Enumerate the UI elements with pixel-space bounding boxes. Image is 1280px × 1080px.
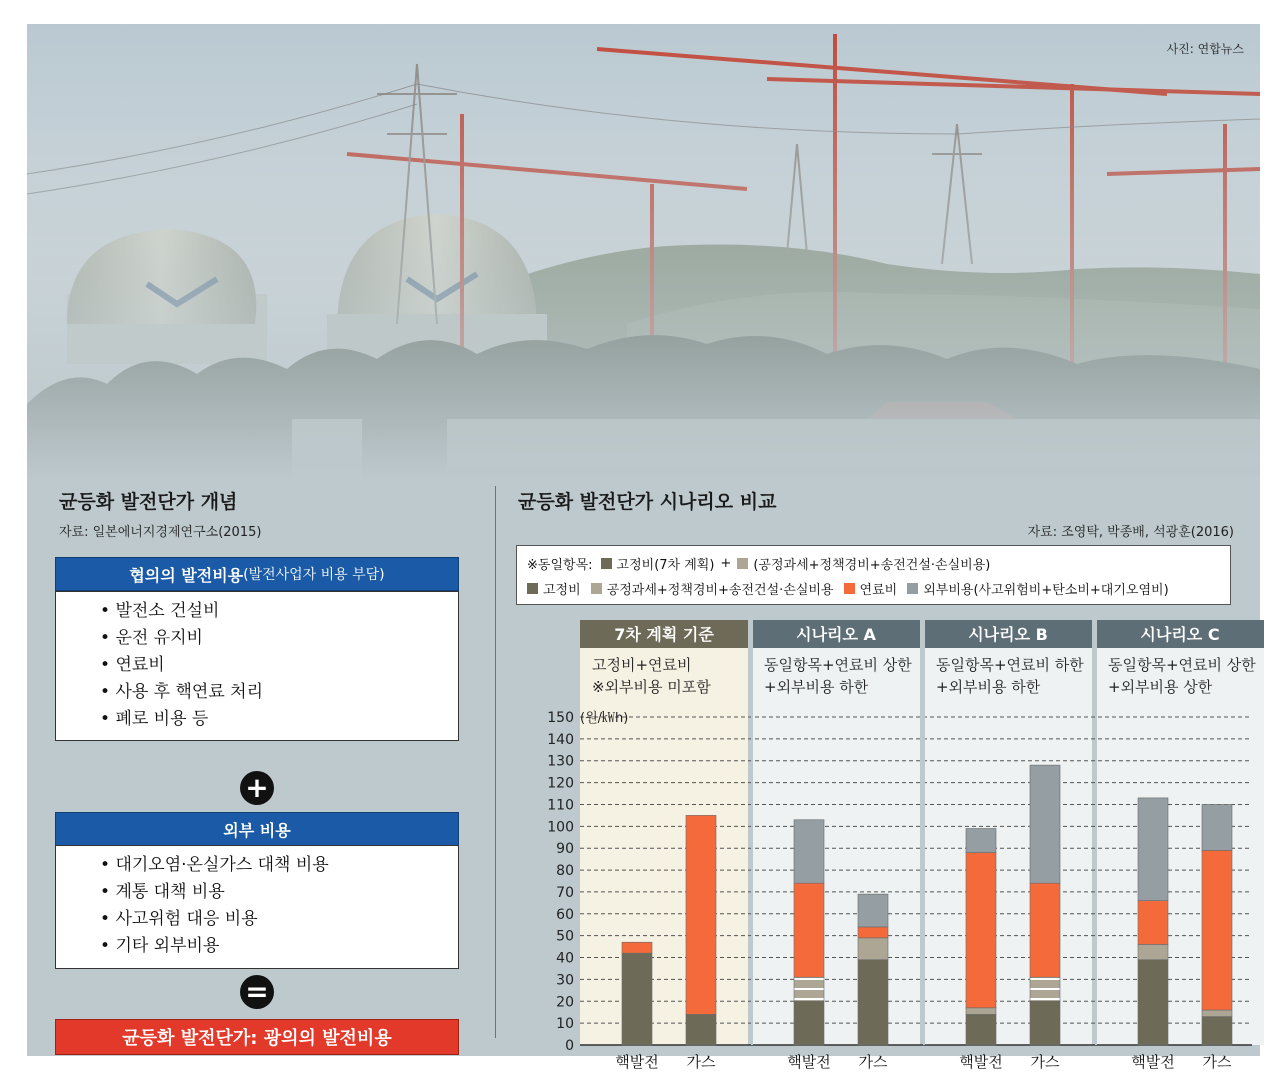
bar-segment-tax <box>858 938 888 960</box>
group-panel <box>752 648 920 1045</box>
y-tick-label: 100 <box>547 819 574 836</box>
y-tick-label: 80 <box>556 863 574 880</box>
external-cost-list <box>55 845 459 969</box>
legend-note-prefix: ※동일항목: <box>527 558 593 573</box>
scenario-source: 자료: 조영탁, 박종배, 석광훈(2016) <box>1027 525 1234 540</box>
bar-segment-fuel <box>794 883 824 977</box>
y-tick-label: 30 <box>556 972 574 989</box>
y-tick-label: 130 <box>547 753 574 770</box>
x-category-label: 핵발전 <box>1131 1053 1175 1071</box>
list-item: • 폐로 비용 등 <box>100 706 458 733</box>
bar-segment-fixed <box>1138 960 1168 1045</box>
legend-item-tax <box>591 579 834 598</box>
y-tick-label: 0 <box>565 1038 574 1054</box>
plus-icon: + <box>240 771 274 805</box>
legend-label: 외부비용(사고위험비+탄소비+대기오염비) <box>923 583 1169 598</box>
concept-title: 균등화 발전단가 개념 <box>59 491 238 513</box>
list-item: • 계통 대책 비용 <box>100 879 458 906</box>
group-description: 동일항목+연료비 상한 <box>764 656 912 674</box>
x-category-label: 가스 <box>686 1053 716 1071</box>
bar-segment-fixed <box>966 1014 996 1045</box>
legend-swatch-tax <box>737 558 748 569</box>
bar-segment-fuel <box>1202 850 1232 1010</box>
y-tick-label: 140 <box>547 731 574 748</box>
legend-item-fuel <box>844 579 898 598</box>
narrow-cost-list <box>55 591 459 741</box>
group-description: +외부비용 상한 <box>1108 678 1213 696</box>
y-tick-label: 150 <box>547 710 574 726</box>
bar-segment-external <box>966 829 996 853</box>
legend-note-fixed: 고정비(7차 계획) <box>616 558 715 573</box>
bar-segment-external <box>1138 798 1168 901</box>
legend-note-row <box>527 554 990 573</box>
legend-note-tax: (공정과세+정책경비+송전건설·손실비용) <box>753 558 991 573</box>
group-title: 시나리오 A <box>796 625 876 644</box>
bar-segment-fuel <box>858 927 888 938</box>
y-tick-label: 20 <box>556 994 574 1011</box>
y-tick-label: 10 <box>556 1016 574 1033</box>
bar-segment-fuel <box>622 942 652 953</box>
group-title: 시나리오 B <box>968 625 1048 644</box>
chart-legend <box>516 545 1231 605</box>
narrow-cost-title: 협의의 발전비용 <box>129 565 244 585</box>
narrow-cost-subtitle: (발전사업자 비용 부담) <box>243 567 385 583</box>
group-description: +외부비용 하한 <box>936 678 1041 696</box>
list-item: • 기타 외부비용 <box>100 933 458 960</box>
group-panel <box>924 648 1092 1045</box>
x-category-label: 핵발전 <box>959 1053 1003 1071</box>
bar-segment-external <box>794 820 824 883</box>
bar-segment-tax <box>1030 977 1060 1001</box>
y-tick-label: 50 <box>556 928 574 945</box>
bar-segment-fixed <box>686 1014 716 1045</box>
y-tick-label: 40 <box>556 950 574 967</box>
equals-icon: = <box>240 975 274 1009</box>
list-item: • 사고위험 대응 비용 <box>100 906 458 933</box>
power-plant-photo <box>27 24 1260 479</box>
list-item: • 운전 유지비 <box>100 625 458 652</box>
y-tick-label: 70 <box>556 884 574 901</box>
concept-source: 자료: 일본에너지경제연구소(2015) <box>59 525 262 540</box>
list-item: • 발전소 건설비 <box>100 598 458 625</box>
legend-swatch-fixed <box>601 558 612 569</box>
bar-segment-tax <box>1202 1010 1232 1017</box>
legend-swatch <box>907 583 918 594</box>
x-category-label: 가스 <box>858 1053 888 1071</box>
bar-segment-fixed <box>622 953 652 1045</box>
legend-items-row <box>527 579 1179 598</box>
scenario-title: 균등화 발전단가 시나리오 비교 <box>518 491 777 513</box>
group-description: 고정비+연료비 <box>592 656 692 674</box>
legend-swatch <box>844 583 855 594</box>
photo-illustration <box>27 24 1260 479</box>
legend-note-plus: + <box>720 556 732 571</box>
y-tick-label: 60 <box>556 906 574 923</box>
bar-segment-external <box>1202 804 1232 850</box>
y-unit-label: (원/㎾h) <box>580 711 629 726</box>
bar-segment-fuel <box>1138 901 1168 945</box>
legend-item-fixed <box>527 579 581 598</box>
external-cost-title: 외부 비용 <box>223 820 291 840</box>
external-cost-header <box>55 812 459 846</box>
concept-panel <box>27 479 492 1056</box>
legend-swatch <box>591 583 602 594</box>
bar-segment-fuel <box>966 853 996 1008</box>
infographic-frame <box>27 24 1260 1071</box>
y-tick-label: 90 <box>556 841 574 858</box>
x-category-label: 가스 <box>1030 1053 1060 1071</box>
group-description: ※외부비용 미포함 <box>592 678 711 696</box>
bar-segment-fixed <box>858 960 888 1045</box>
legend-label: 연료비 <box>859 583 898 598</box>
bar-segment-fixed <box>1030 1001 1060 1045</box>
bar-segment-fixed <box>794 1001 824 1045</box>
list-item: • 사용 후 핵연료 처리 <box>100 679 458 706</box>
group-description: 동일항목+연료비 상한 <box>1108 656 1256 674</box>
bar-segment-tax <box>794 977 824 1001</box>
panel-divider <box>495 486 496 1038</box>
photo-credit: 사진: 연합뉴스 <box>1166 42 1244 56</box>
bar-segment-external <box>858 894 888 927</box>
scenario-panel <box>502 479 1260 1071</box>
legend-label: 공정과세+정책경비+송전건설·손실비용 <box>606 583 834 598</box>
bar-segment-external <box>1030 765 1060 883</box>
bar-segment-fuel <box>1030 883 1060 977</box>
group-title: 시나리오 C <box>1140 625 1220 644</box>
y-tick-label: 110 <box>547 797 574 814</box>
list-item: • 대기오염·온실가스 대책 비용 <box>100 852 458 879</box>
stacked-bar-chart <box>502 614 1260 1071</box>
bar-segment-tax <box>1138 944 1168 959</box>
legend-item-external <box>907 579 1168 598</box>
group-description: +외부비용 하한 <box>764 678 869 696</box>
group-title: 7차 계획 기준 <box>614 625 714 644</box>
legend-label: 고정비 <box>543 583 581 598</box>
list-item: • 연료비 <box>100 652 458 679</box>
narrow-cost-header <box>55 557 459 591</box>
group-description: 동일항목+연료비 하한 <box>936 656 1084 674</box>
x-category-label: 핵발전 <box>615 1053 659 1071</box>
levelized-cost-result: 균등화 발전단가: 광의의 발전비용 <box>55 1019 459 1055</box>
y-tick-label: 120 <box>547 775 574 792</box>
legend-swatch <box>527 583 538 594</box>
bar-segment-tax <box>966 1008 996 1015</box>
x-category-label: 핵발전 <box>787 1053 831 1071</box>
group-panel <box>580 648 748 1045</box>
bar-segment-fuel <box>686 815 716 1014</box>
bar-segment-fixed <box>1202 1017 1232 1045</box>
x-category-label: 가스 <box>1202 1053 1232 1071</box>
group-panel <box>1096 648 1264 1045</box>
